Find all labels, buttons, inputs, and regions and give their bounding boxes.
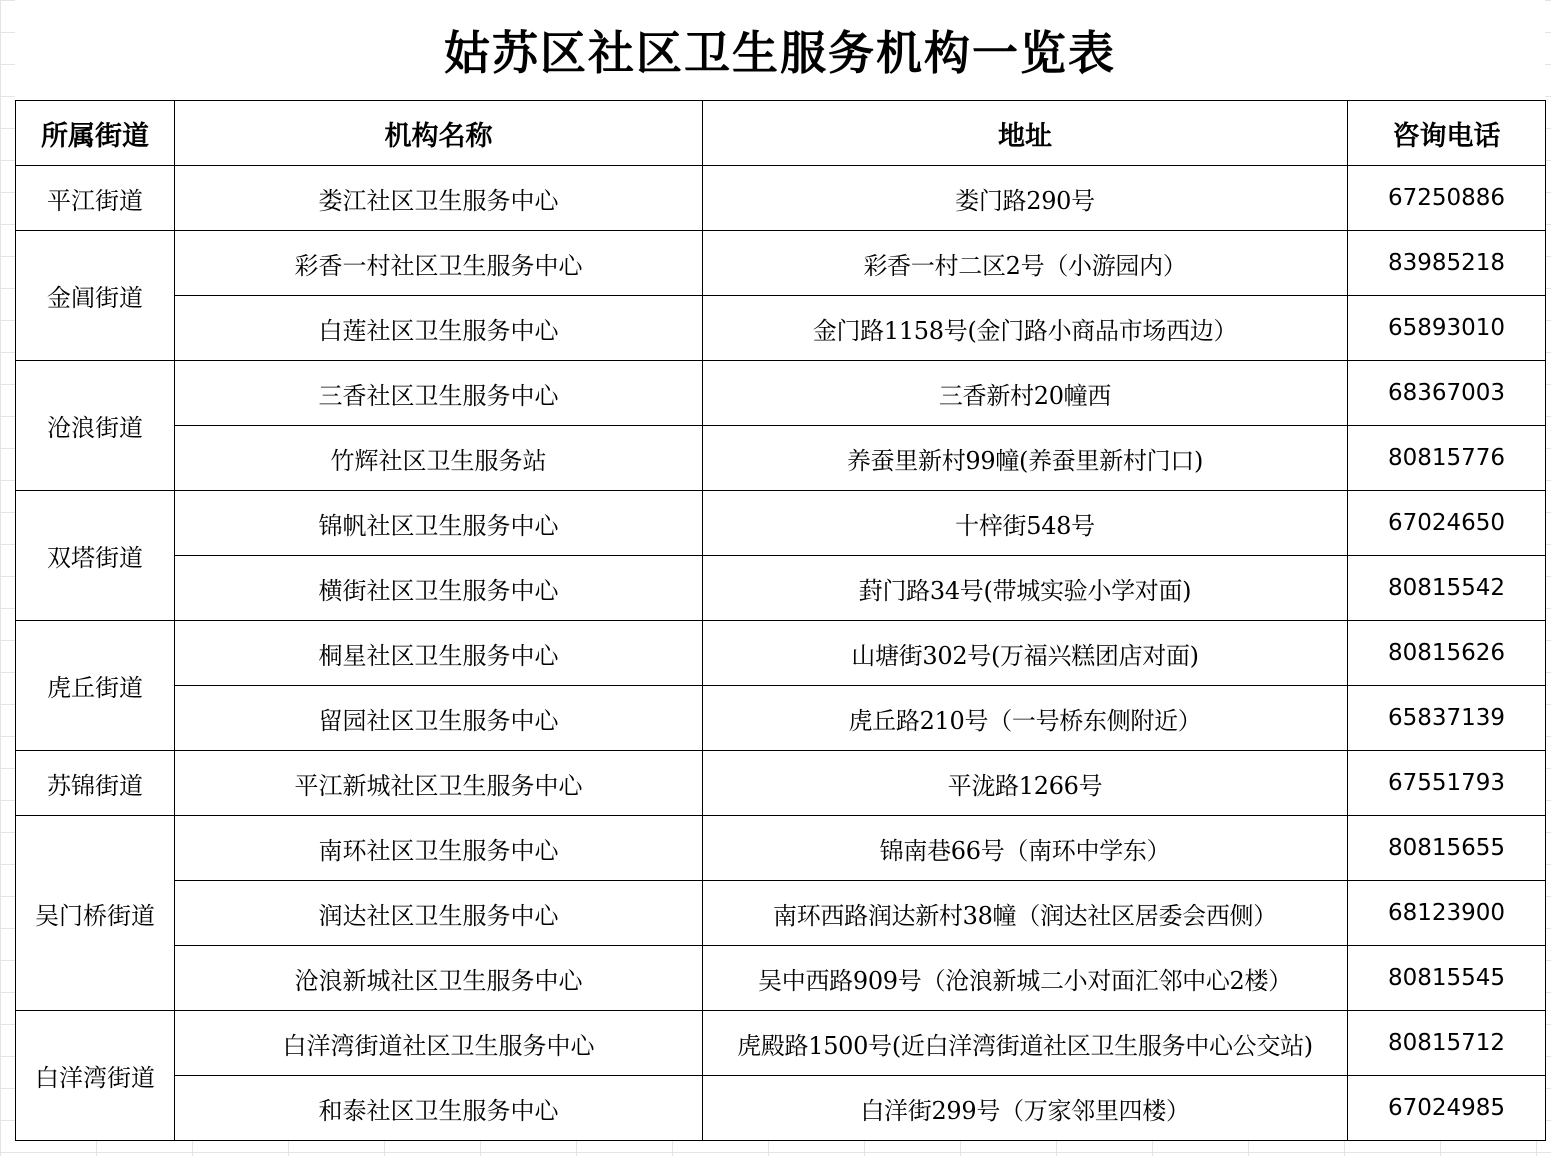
- address-cell[interactable]: 吴中西路909号（沧浪新城二小对面汇邻中心2楼）: [703, 946, 1348, 1011]
- table-row: [16, 231, 1546, 296]
- address-cell[interactable]: 虎丘路210号（一号桥东侧附近）: [703, 686, 1348, 751]
- address-cell[interactable]: 养蚕里新村99幢(养蚕里新村门口): [703, 426, 1348, 491]
- table-row: [16, 881, 1546, 946]
- phone-cell[interactable]: 65893010: [1348, 296, 1546, 361]
- phone-cell[interactable]: 80815712: [1348, 1011, 1546, 1076]
- phone-cell[interactable]: 67024650: [1348, 491, 1546, 556]
- name-cell[interactable]: 白莲社区卫生服务中心: [175, 296, 703, 361]
- table-row: [16, 556, 1546, 621]
- address-cell[interactable]: 十梓街548号: [703, 491, 1348, 556]
- address-cell[interactable]: 锦南巷66号（南环中学东）: [703, 816, 1348, 881]
- phone-cell[interactable]: 68123900: [1348, 881, 1546, 946]
- phone-cell[interactable]: 67250886: [1348, 166, 1546, 231]
- address-cell[interactable]: 平泷路1266号: [703, 751, 1348, 816]
- street-cell[interactable]: 平江街道: [16, 166, 175, 231]
- name-cell[interactable]: 娄江社区卫生服务中心: [175, 166, 703, 231]
- phone-cell[interactable]: 65837139: [1348, 686, 1546, 751]
- header-row: [16, 101, 1546, 166]
- table-row: [16, 946, 1546, 1011]
- table-row: [16, 361, 1546, 426]
- table-row: [16, 426, 1546, 491]
- facility-table: [15, 100, 1546, 1141]
- page-title: 姑苏区社区卫生服务机构一览表: [444, 26, 1116, 80]
- table-row: [16, 1076, 1546, 1141]
- phone-cell[interactable]: 83985218: [1348, 231, 1546, 296]
- phone-cell[interactable]: 80815626: [1348, 621, 1546, 686]
- header-street[interactable]: 所属街道: [16, 101, 175, 166]
- name-cell[interactable]: 彩香一村社区卫生服务中心: [175, 231, 703, 296]
- name-cell[interactable]: 平江新城社区卫生服务中心: [175, 751, 703, 816]
- name-cell[interactable]: 桐星社区卫生服务中心: [175, 621, 703, 686]
- street-cell[interactable]: 吴门桥街道: [16, 816, 175, 1011]
- phone-cell[interactable]: 80815655: [1348, 816, 1546, 881]
- header-name[interactable]: 机构名称: [175, 101, 703, 166]
- name-cell[interactable]: 沧浪新城社区卫生服务中心: [175, 946, 703, 1011]
- street-cell[interactable]: 沧浪街道: [16, 361, 175, 491]
- address-cell[interactable]: 山塘街302号(万福兴糕团店对面): [703, 621, 1348, 686]
- table-row: [16, 1011, 1546, 1076]
- table-row: [16, 816, 1546, 881]
- name-cell[interactable]: 润达社区卫生服务中心: [175, 881, 703, 946]
- header-phone[interactable]: 咨询电话: [1348, 101, 1546, 166]
- name-cell[interactable]: 和泰社区卫生服务中心: [175, 1076, 703, 1141]
- table-row: [16, 621, 1546, 686]
- name-cell[interactable]: 白洋湾街道社区卫生服务中心: [175, 1011, 703, 1076]
- phone-cell[interactable]: 67551793: [1348, 751, 1546, 816]
- name-cell[interactable]: 锦帆社区卫生服务中心: [175, 491, 703, 556]
- address-cell[interactable]: 金门路1158号(金门路小商品市场西边）: [703, 296, 1348, 361]
- name-cell[interactable]: 竹辉社区卫生服务站: [175, 426, 703, 491]
- phone-cell[interactable]: 80815776: [1348, 426, 1546, 491]
- street-cell[interactable]: 双塔街道: [16, 491, 175, 621]
- table-body: [16, 166, 1546, 1141]
- spreadsheet-sheet: [15, 0, 1545, 1141]
- table-row: [16, 296, 1546, 361]
- name-cell[interactable]: 南环社区卫生服务中心: [175, 816, 703, 881]
- street-cell[interactable]: 金阊街道: [16, 231, 175, 361]
- street-cell[interactable]: 白洋湾街道: [16, 1011, 175, 1141]
- address-cell[interactable]: 南环西路润达新村38幢（润达社区居委会西侧）: [703, 881, 1348, 946]
- name-cell[interactable]: 横街社区卫生服务中心: [175, 556, 703, 621]
- phone-cell[interactable]: 80815542: [1348, 556, 1546, 621]
- street-cell[interactable]: 苏锦街道: [16, 751, 175, 816]
- address-cell[interactable]: 虎殿路1500号(近白洋湾街道社区卫生服务中心公交站): [703, 1011, 1348, 1076]
- name-cell[interactable]: 三香社区卫生服务中心: [175, 361, 703, 426]
- address-cell[interactable]: 彩香一村二区2号（小游园内）: [703, 231, 1348, 296]
- address-cell[interactable]: 娄门路290号: [703, 166, 1348, 231]
- table-row: [16, 166, 1546, 231]
- phone-cell[interactable]: 68367003: [1348, 361, 1546, 426]
- header-address[interactable]: 地址: [703, 101, 1348, 166]
- street-cell[interactable]: 虎丘街道: [16, 621, 175, 751]
- address-cell[interactable]: 三香新村20幢西: [703, 361, 1348, 426]
- table-row: [16, 491, 1546, 556]
- table-row: [16, 686, 1546, 751]
- address-cell[interactable]: 葑门路34号(带城实验小学对面): [703, 556, 1348, 621]
- phone-cell[interactable]: 80815545: [1348, 946, 1546, 1011]
- address-cell[interactable]: 白洋街299号（万家邻里四楼）: [703, 1076, 1348, 1141]
- phone-cell[interactable]: 67024985: [1348, 1076, 1546, 1141]
- name-cell[interactable]: 留园社区卫生服务中心: [175, 686, 703, 751]
- table-row: [16, 751, 1546, 816]
